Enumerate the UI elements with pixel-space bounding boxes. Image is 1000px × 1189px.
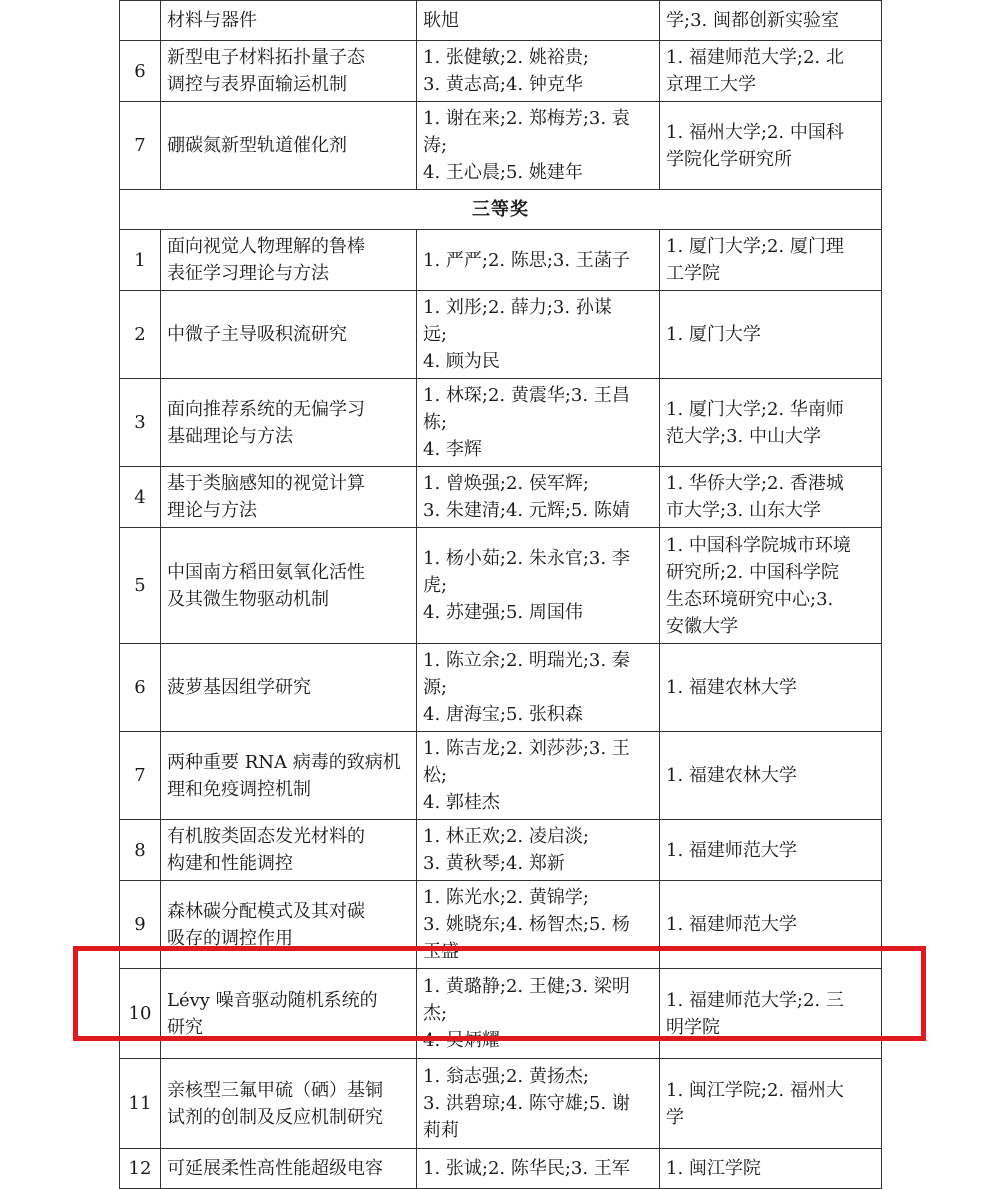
row-number: 11 [120,1059,161,1149]
text-line: 1. 陈光水;2. 黄锦学; [423,887,589,908]
text-line: 试剂的创制及反应机制研究 [167,1106,383,1128]
table-row [120,528,882,644]
text-line: 1. 福州大学;2. 中国科 [666,121,844,143]
text-line: 杰; [423,1003,448,1024]
row-number: 1 [120,230,161,291]
text-line: 基于类脑感知的视觉计算 [167,473,365,494]
text-line: 1. 福建农林大学 [666,677,797,698]
recipients [417,528,660,644]
text-line: 虎; [423,575,448,596]
text-line: 1. 厦门大学;2. 华南师 [666,398,844,420]
recipients [417,1059,660,1149]
project-name [161,1,417,41]
text-line: 涛; [423,135,448,156]
table-row [120,41,882,102]
text-line: 1. 张健敏;2. 姚裕贵; [423,47,589,68]
table-row [120,1,882,41]
text-line: 1. 福建师范大学;2. 北 [666,47,844,68]
recipients [417,732,660,820]
project-name [161,732,417,820]
text-line: 亲核型三氟甲硫（硒）基铜 [167,1079,383,1101]
text-line: 1. 黄璐静;2. 王健;3. 梁明 [423,976,630,997]
text-line: 耿旭 [423,10,459,31]
text-line: 及其微生物驱动机制 [167,588,329,610]
recipients [417,102,660,190]
table-row [120,467,882,528]
recipients [417,379,660,467]
project-name [161,881,417,969]
project-name [161,644,417,732]
text-line: 构建和性能调控 [167,853,293,874]
recipients [417,881,660,969]
institutions [660,881,882,969]
project-name [161,1059,417,1149]
table-row [120,102,882,190]
text-line: 1. 福建师范大学;2. 三 [666,989,844,1011]
text-line: 玉盛 [423,941,459,962]
table-row [120,732,882,820]
text-line: 1. 林琛;2. 黄震华;3. 王昌 [423,385,630,406]
recipients [417,291,660,379]
text-line: 新型电子材料拓扑量子态 [167,47,365,68]
text-line: 4. 王心晨;5. 姚建年 [423,162,583,183]
text-line: 1. 翁志强;2. 黄扬杰; [423,1066,589,1087]
text-line: 1. 中国科学院城市环境 [666,534,851,556]
project-name [161,102,417,190]
project-name [161,467,417,528]
text-line: 1. 福建农林大学 [666,765,797,786]
text-line: 源; [423,677,448,698]
project-name [161,230,417,291]
text-line: 3. 朱建清;4. 元辉;5. 陈婧 [423,500,630,521]
text-line: 4. 顾为民 [423,351,500,372]
row-number: 2 [120,291,161,379]
project-name [161,291,417,379]
institutions [660,1,882,41]
text-line: 1. 林正欢;2. 凌启淡; [423,826,589,847]
text-line: 调控与表界面输运机制 [167,74,347,95]
institutions [660,969,882,1059]
row-number: 9 [120,881,161,969]
table-row [120,881,882,969]
text-line: 1. 严严;2. 陈思;3. 王菡子 [423,249,630,271]
recipients [417,230,660,291]
text-line: 栋; [423,412,448,433]
project-name [161,969,417,1059]
text-line: 森林碳分配模式及其对碳 [167,900,365,922]
institutions [660,230,882,291]
text-line: 3. 姚晓东;4. 杨智杰;5. 杨 [423,914,630,935]
row-number: 7 [120,732,161,820]
table-row [120,291,882,379]
project-name [161,41,417,102]
text-line: 1. 张诚;2. 陈华民;3. 王军 [423,1158,630,1179]
text-line: 可延展柔性高性能超级电容 [167,1158,383,1179]
text-line: 4. 李辉 [423,439,482,460]
recipients [417,969,660,1059]
text-line: 3. 洪碧琼;4. 陈守雄;5. 谢 [423,1093,630,1114]
text-line: 学 [666,1106,684,1128]
institutions [660,102,882,190]
text-line: 材料与器件 [167,10,257,31]
row-number: 12 [120,1149,161,1189]
table-row [120,969,882,1059]
text-line: 硼碳氮新型轨道催化剂 [167,135,347,156]
recipients [417,644,660,732]
recipients [417,41,660,102]
text-line: 安徽大学 [666,615,738,637]
project-name [161,820,417,881]
text-line: 3. 黄秋琴;4. 郑新 [423,853,565,874]
institutions [660,379,882,467]
text-line: 中国南方稻田氨氧化活性 [167,561,365,583]
institutions [660,732,882,820]
text-line: 理和免疫调控机制 [167,778,311,800]
text-line: 1. 曾焕强;2. 侯军辉; [423,473,589,494]
recipients [417,820,660,881]
text-line: 有机胺类固态发光材料的 [167,826,365,847]
institutions [660,291,882,379]
table-row [120,1059,882,1149]
text-line: 菠萝基因组学研究 [167,677,311,698]
text-line: 生态环境研究中心;3. [666,588,834,610]
text-line: 4. 苏建强;5. 周国伟 [423,602,583,623]
text-line: 明学院 [666,1016,720,1038]
text-line: 莉莉 [423,1120,459,1141]
text-line: 两种重要 RNA 病毒的致病机 [167,751,401,773]
text-line: 3. 黄志高;4. 钟克华 [423,74,583,95]
text-line: 4. 吴炳耀 [423,1030,500,1051]
text-line: 松; [423,765,448,786]
text-line: 面向推荐系统的无偏学习 [167,398,365,420]
award-table-body [120,1,882,1189]
row-number: 10 [120,969,161,1059]
text-line: 1. 厦门大学;2. 厦门理 [666,236,844,257]
project-name [161,528,417,644]
text-line: 基础理论与方法 [167,425,293,447]
text-line: 1. 华侨大学;2. 香港城 [666,473,844,494]
award-table [119,0,882,1189]
text-line: 中微子主导吸积流研究 [167,324,347,345]
text-line: 1. 福建师范大学 [666,914,797,935]
table-row [120,644,882,732]
text-line: 表征学习理论与方法 [167,263,329,284]
row-number: 3 [120,379,161,467]
table-row [120,379,882,467]
text-line: 面向视觉人物理解的鲁棒 [167,236,365,257]
table-row [120,230,882,291]
recipients [417,1,660,41]
section-row [120,190,882,230]
text-line: 理论与方法 [167,500,257,521]
text-line: 京理工大学 [666,74,756,95]
text-line: 研究所;2. 中国科学院 [666,561,839,583]
row-number: 5 [120,528,161,644]
text-line: 工学院 [666,263,720,284]
section-title: 三等奖 [120,190,882,230]
text-line: 1. 杨小茹;2. 朱永官;3. 李 [423,548,630,569]
text-line: 研究 [167,1016,203,1038]
institutions [660,41,882,102]
text-line: 1. 谢在来;2. 郑梅芳;3. 袁 [423,108,630,129]
text-line: 1. 福建师范大学 [666,839,797,861]
institutions [660,528,882,644]
text-line: 1. 陈立余;2. 明瑞光;3. 秦 [423,650,630,671]
institutions [660,820,882,881]
text-line: 学;3. 闽都创新实验室 [666,10,839,31]
institutions [660,467,882,528]
institutions [660,1059,882,1149]
text-line: 学院化学研究所 [666,148,792,170]
row-number: 6 [120,41,161,102]
project-name [161,379,417,467]
text-line: 吸存的调控作用 [167,927,293,949]
text-line: 1. 陈吉龙;2. 刘莎莎;3. 王 [423,738,630,759]
text-line: 1. 闽江学院;2. 福州大 [666,1079,844,1101]
text-line: Lévy 噪音驱动随机系统的 [167,989,378,1011]
recipients [417,467,660,528]
institutions [660,644,882,732]
text-line: 1. 厦门大学 [666,324,761,345]
text-line: 市大学;3. 山东大学 [666,500,821,521]
row-number [120,1,161,41]
row-number: 8 [120,820,161,881]
text-line: 1. 闽江学院 [666,1158,761,1179]
row-number: 4 [120,467,161,528]
table-row [120,820,882,881]
row-number: 7 [120,102,161,190]
text-line: 范大学;3. 中山大学 [666,425,821,447]
row-number: 6 [120,644,161,732]
text-line: 1. 刘彤;2. 薛力;3. 孙谋 [423,297,612,318]
text-line: 4. 郭桂杰 [423,792,500,813]
text-line: 4. 唐海宝;5. 张积森 [423,704,583,725]
text-line: 远; [423,324,448,345]
